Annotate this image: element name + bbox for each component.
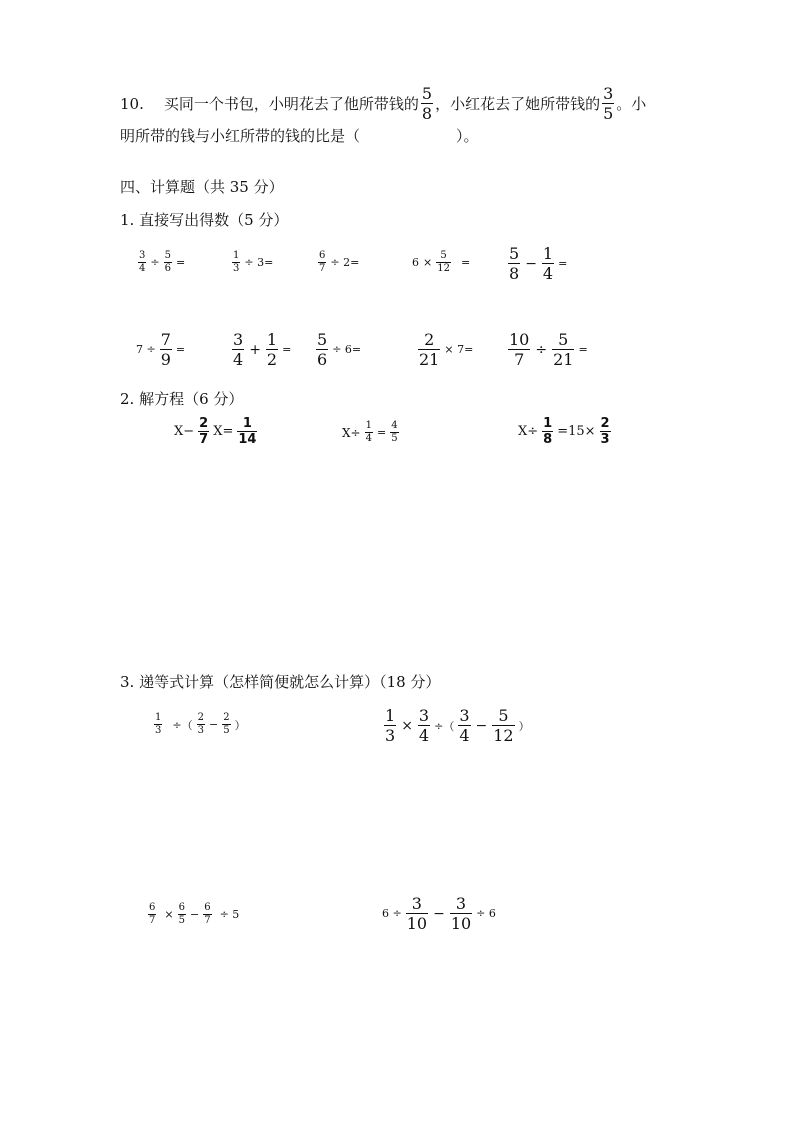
- question-number: 10.: [120, 94, 144, 113]
- fraction: [318, 250, 326, 275]
- denominator: 6: [317, 350, 328, 369]
- operator: =: [175, 343, 186, 356]
- operator: =15×: [557, 424, 596, 439]
- equation-1: [172, 416, 259, 447]
- denominator: 7: [514, 350, 525, 369]
- denominator: 7: [204, 915, 211, 926]
- operator: =: [558, 257, 568, 270]
- numerator: 3: [139, 250, 146, 261]
- denominator: 7: [149, 915, 156, 926]
- fraction: [542, 244, 554, 283]
- denominator: 4: [459, 726, 470, 745]
- operator: ÷ 3=: [244, 256, 274, 269]
- fraction: [316, 330, 328, 369]
- expression-9: [416, 330, 475, 369]
- operator: 6: [412, 256, 419, 269]
- denominator: 7: [199, 432, 209, 447]
- numerator: 1: [155, 712, 162, 723]
- numerator: 2: [197, 712, 204, 723]
- fraction: [160, 330, 172, 369]
- operator: ÷ 6=: [332, 343, 362, 356]
- operator: ÷: [535, 341, 548, 358]
- numerator: 1: [543, 416, 553, 431]
- denominator: 3: [197, 725, 204, 736]
- numerator: 5: [164, 250, 171, 261]
- denominator: 9: [160, 350, 171, 369]
- calculation-4: [380, 894, 498, 933]
- denominator: 8: [509, 264, 520, 283]
- expression-2: [230, 250, 275, 275]
- denominator: 4: [418, 726, 430, 745]
- fraction: [222, 712, 230, 737]
- numerator: 5: [509, 244, 520, 263]
- expression-5: [506, 244, 569, 283]
- question-text: 买同一个书包，小明花去了他所带钱的: [163, 94, 419, 113]
- denominator: 5: [391, 433, 398, 444]
- denominator: 5: [603, 104, 614, 123]
- operator: −: [433, 905, 445, 922]
- fraction: [458, 706, 470, 745]
- denominator: 4: [542, 264, 554, 283]
- denominator: 12: [437, 263, 450, 274]
- denominator: 2: [266, 350, 278, 369]
- operator: 6 ÷: [382, 907, 402, 920]
- fraction: [602, 84, 614, 123]
- fraction: [237, 416, 257, 447]
- numerator: 5: [440, 250, 447, 261]
- fraction: [600, 416, 611, 447]
- operator: =: [282, 343, 292, 356]
- numerator: 2: [424, 330, 435, 349]
- operator: −: [525, 255, 537, 272]
- operator: 7 ÷: [136, 343, 156, 356]
- operator: =: [578, 343, 588, 356]
- fraction: [384, 706, 396, 745]
- fraction: [450, 894, 472, 933]
- fraction: [418, 706, 430, 745]
- denominator: 12: [493, 726, 514, 745]
- denominator: 5: [178, 915, 185, 926]
- fraction: [164, 250, 172, 275]
- numerator: 2: [223, 712, 230, 723]
- fraction: [203, 902, 211, 927]
- operator: −: [475, 717, 488, 734]
- fraction: [508, 330, 530, 369]
- fraction: [148, 902, 156, 927]
- fraction: [178, 902, 186, 927]
- fraction: [266, 330, 278, 369]
- operator: × 7=: [444, 343, 474, 356]
- denominator: 8: [421, 104, 433, 123]
- operator: =: [460, 256, 471, 269]
- operator: ÷: [150, 256, 160, 269]
- denominator: 3: [385, 726, 396, 745]
- operator: =: [376, 426, 387, 439]
- question-10-line-2: 明所带的钱与小红所带的钱的比是（ ）。: [120, 127, 479, 145]
- fraction: [138, 250, 146, 275]
- numerator: 5: [498, 706, 509, 725]
- operator: ）: [518, 719, 530, 733]
- calculation-3: [146, 902, 241, 927]
- fraction: [492, 706, 514, 745]
- fraction: [198, 416, 209, 447]
- numerator: 3: [459, 706, 470, 725]
- operator: −: [208, 718, 219, 731]
- denominator: 3: [155, 725, 162, 736]
- denominator: 3: [233, 263, 240, 274]
- numerator: 3: [418, 706, 430, 725]
- numerator: 6: [149, 902, 156, 913]
- numerator: 1: [365, 420, 372, 431]
- fraction: [542, 416, 553, 447]
- fraction: [232, 250, 240, 275]
- question-text: 。小: [616, 94, 647, 113]
- operator: ÷ 5: [219, 908, 240, 921]
- operator: ÷ 6: [476, 907, 496, 920]
- operator: −: [189, 908, 200, 921]
- numerator: 7: [160, 330, 171, 349]
- numerator: 2: [600, 416, 610, 431]
- operator: X−: [174, 424, 195, 439]
- fraction: [421, 84, 433, 123]
- expression-7: [230, 330, 293, 369]
- operator: X÷: [342, 425, 361, 440]
- denominator: 6: [164, 263, 171, 274]
- fraction: [418, 330, 440, 369]
- expression-4: [410, 250, 472, 275]
- denominator: 4: [139, 263, 146, 274]
- numerator: 10: [509, 330, 530, 349]
- fraction: [508, 244, 520, 283]
- part-1-title: 1. 直接写出得数（5 分）: [120, 211, 289, 229]
- denominator: 4: [365, 433, 372, 444]
- numerator: 3: [411, 894, 422, 913]
- fraction: [232, 330, 244, 369]
- numerator: 6: [319, 250, 326, 261]
- numerator: 6: [178, 902, 185, 913]
- denominator: 10: [406, 914, 428, 933]
- numerator: 5: [421, 84, 433, 103]
- calculation-2: [382, 706, 532, 745]
- denominator: 21: [419, 350, 440, 369]
- fraction: [436, 250, 451, 275]
- operator: ×: [164, 908, 174, 921]
- operator: ）: [234, 718, 246, 732]
- denominator: 5: [223, 725, 230, 736]
- fraction: [197, 712, 205, 737]
- expression-6: [134, 330, 187, 369]
- numerator: 3: [455, 894, 467, 913]
- part-3-title: 3. 递等式计算（怎样简便就怎么计算）（18 分）: [120, 673, 441, 691]
- denominator: 4: [233, 350, 244, 369]
- fraction: [154, 712, 162, 737]
- numerator: 3: [603, 84, 614, 103]
- numerator: 4: [391, 420, 398, 431]
- operator: ÷ 2=: [330, 256, 360, 269]
- fraction: [406, 894, 428, 933]
- expression-3: [316, 250, 361, 275]
- fraction: [390, 420, 398, 445]
- operator: X÷: [518, 424, 539, 439]
- equation-2: [340, 420, 401, 445]
- numerator: 5: [558, 330, 569, 349]
- denominator: 3: [600, 432, 610, 447]
- numerator: 6: [204, 902, 211, 913]
- denominator: 7: [319, 263, 326, 274]
- operator: ×: [423, 256, 433, 269]
- denominator: 8: [543, 432, 553, 447]
- numerator: 1: [542, 244, 554, 263]
- numerator: 1: [233, 250, 240, 261]
- question-10-line-1: [120, 84, 646, 123]
- operator: X=: [213, 424, 234, 439]
- operator: ×: [401, 717, 413, 734]
- numerator: 1: [385, 706, 396, 725]
- numerator: 1: [242, 416, 252, 431]
- calculation-1: [152, 712, 248, 737]
- numerator: 1: [266, 330, 278, 349]
- equation-3: [516, 416, 613, 447]
- numerator: 2: [199, 416, 209, 431]
- part-2-title: 2. 解方程（6 分）: [120, 390, 244, 408]
- expression-1: [136, 250, 187, 275]
- fraction: [552, 330, 574, 369]
- question-text: ，小红花去了她所带钱的: [435, 94, 601, 113]
- operator: +: [249, 341, 261, 358]
- denominator: 21: [553, 350, 574, 369]
- section-title: 四、计算题（共 35 分）: [120, 178, 284, 196]
- operator: =: [175, 256, 186, 269]
- expression-10: [506, 330, 590, 369]
- numerator: 5: [317, 330, 328, 349]
- operator: ÷（: [434, 719, 455, 733]
- numerator: 3: [233, 330, 244, 349]
- operator: ÷（: [172, 718, 193, 732]
- denominator: 14: [238, 432, 257, 447]
- denominator: 10: [450, 914, 472, 933]
- fraction: [365, 420, 373, 445]
- expression-8: [314, 330, 363, 369]
